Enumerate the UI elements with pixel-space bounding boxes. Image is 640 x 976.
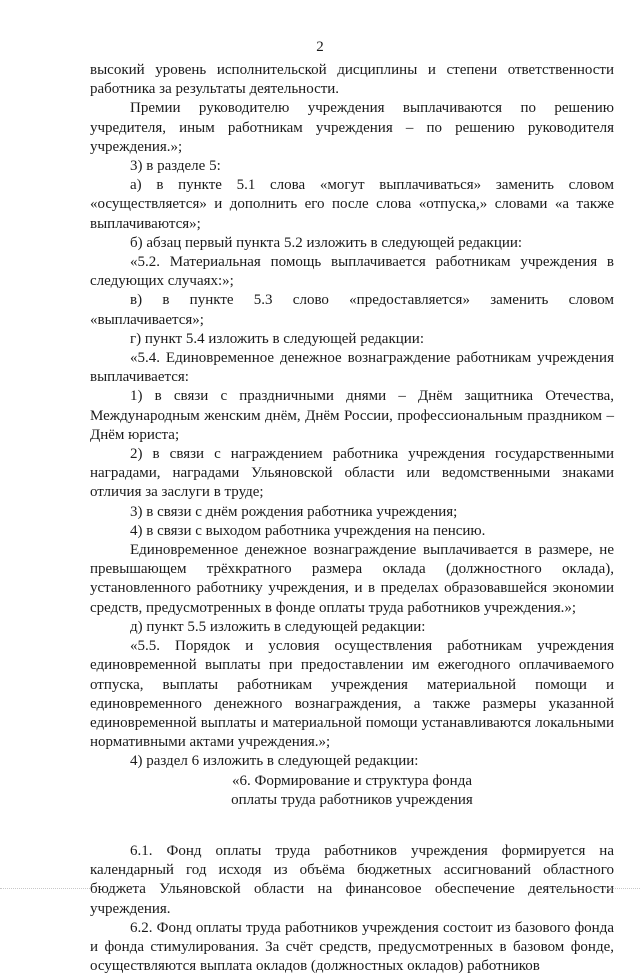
- paragraph-item-3d: д) пункт 5.5 изложить в следующей редакции:: [130, 618, 426, 635]
- paragraph-clause-5-2: «5.2. Материальная помощь выплачивается работникам учреждения в следующих случаях:»;: [90, 254, 614, 290]
- paragraph-clause-5-5: «5.5. Порядок и условия осуществления работникам учреждения единовременной выплаты при предоставлении им ежегодного оплачиваемого отпуска, выплаты работникам учреждения материальной помощи и единовременного денежного вознаграждения, а также размеры указанной единовременной выплаты и материальной помощи устанавливаются локальными нормативными актами учреждения.»;: [90, 638, 614, 751]
- scan-edge-mark-right: [550, 888, 640, 891]
- document-body: [90, 61, 614, 976]
- paragraph-clause-5-4-2: 2) в связи с награждением работника учреждения государственными наградами, наградами Ульяновской области или ведомственными знаками отличия за заслуги в труде;: [90, 446, 614, 501]
- paragraph-item-3g: г) пункт 5.4 изложить в следующей редакции:: [130, 330, 424, 347]
- page-number: 2: [316, 39, 324, 55]
- paragraph-item-3b: б) абзац первый пункта 5.2 изложить в следующей редакции:: [130, 234, 523, 251]
- paragraph-clause-5-4-3: 3) в связи с днём рождения работника учреждения;: [130, 503, 458, 520]
- paragraph-clause-5-4: «5.4. Единовременное денежное вознаграждение работникам учреждения выплачивается:: [90, 350, 614, 386]
- spacer: [90, 810, 614, 842]
- paragraph-clause-6-2: 6.2. Фонд оплаты труда работников учреждения состоит из базового фонда и фонда стимулирования. За счёт средств, предусмотренных в базовом фонде, осуществляются выплата окладов (должностных окладов) работников: [90, 919, 614, 975]
- paragraph-clause-6-1: 6.1. Фонд оплаты труда работников учреждения формируется на календарный год исходя из объёма бюджетных ассигнований областного бюджета Ульяновской области на финансовое обеспечение деятельности учреждения.: [90, 842, 614, 917]
- paragraph-clause-5-4-1: 1) в связи с праздничными днями – Днём защитника Отечества, Международным женским днём, Днём России, профессиональным праздником – Днём юриста;: [90, 388, 614, 443]
- paragraph-item-4: 4) раздел 6 изложить в следующей редакции:: [130, 753, 419, 770]
- paragraph-clause-5-4-4: 4) в связи с выходом работника учреждения на пенсию.: [130, 522, 486, 539]
- scan-edge-mark-left: [0, 888, 90, 891]
- paragraph-item-3v: в) в пункте 5.3 слово «предоставляется» заменить словом «выплачивается»;: [90, 292, 614, 328]
- paragraph-reward-amount: Единовременное денежное вознаграждение выплачивается в размере, не превышающем трёхкратного размера оклада (должностного оклада), установленного работнику учреждения, и в пределах образовавшейся экономии средств, предусмотренных в фонде оплаты труда работников учреждения.»;: [90, 542, 614, 616]
- paragraph-item-3a: а) в пункте 5.1 слова «могут выплачиваться» заменить словом «осуществляется» и дополнить его после слова «отпуска,» словами «а также выплачиваются»;: [90, 177, 614, 232]
- paragraph-continuation: высокий уровень исполнительской дисциплины и степени ответственности работника за результаты деятельности.: [90, 62, 614, 98]
- section-heading-line-1: «6. Формирование и структура фонда: [231, 772, 472, 789]
- section-heading-line-2: оплаты труда работников учреждения: [231, 791, 473, 808]
- paragraph-bonus-decision: Премии руководителю учреждения выплачиваются по решению учредителя, иным работникам учреждения – по решению руководителя учреждения.»;: [90, 100, 614, 155]
- paragraph-item-3: 3) в разделе 5:: [130, 158, 221, 175]
